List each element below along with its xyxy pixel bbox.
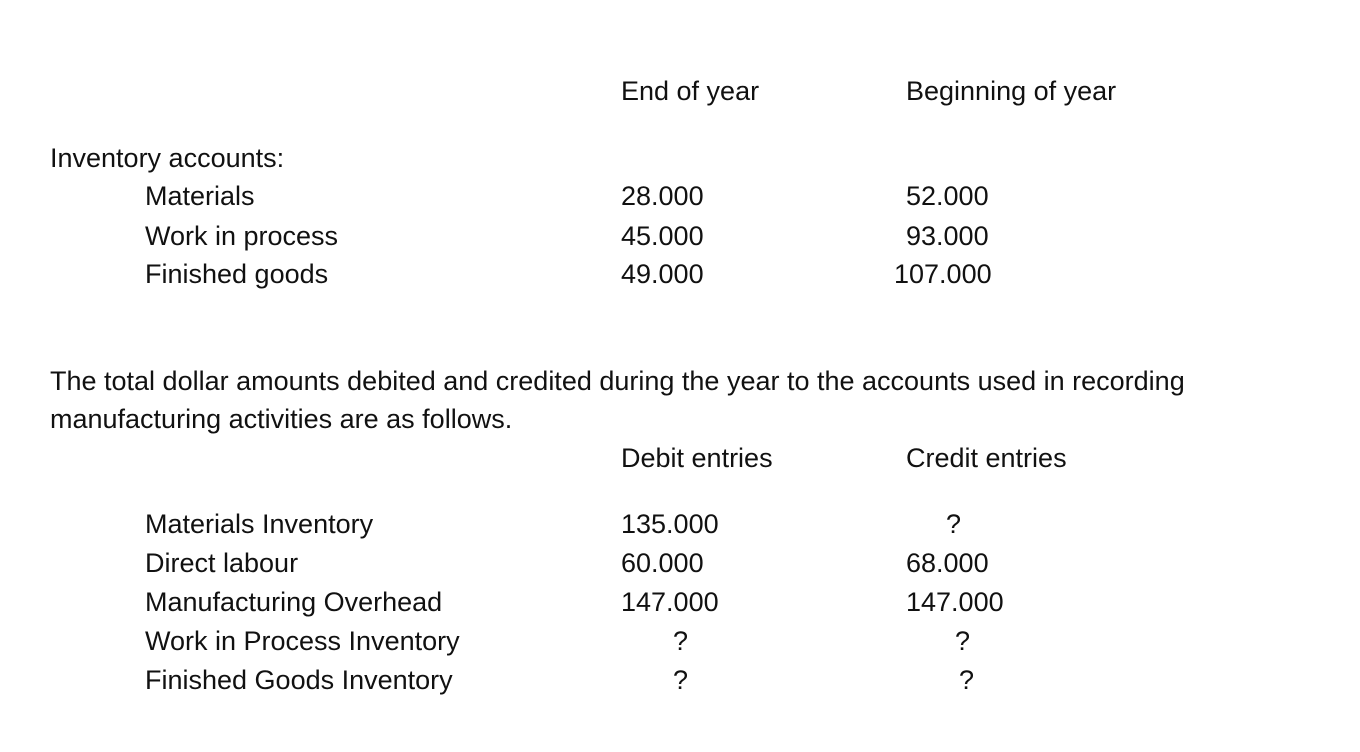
inventory-end-value: 28.000 <box>621 181 704 211</box>
header-end-of-year: End of year <box>621 76 760 106</box>
debit-value: 147.000 <box>621 587 719 617</box>
header-credit-entries: Credit entries <box>906 443 1067 473</box>
credit-value: 68.000 <box>906 548 989 578</box>
inventory-row-label: Work in process <box>145 221 339 251</box>
inventory-row-label: Finished goods <box>145 259 329 289</box>
inventory-end-value: 49.000 <box>621 259 704 289</box>
header-beginning-of-year: Beginning of year <box>906 76 1117 106</box>
entries-row-label: Work in Process Inventory <box>145 626 460 656</box>
debit-value: 60.000 <box>621 548 704 578</box>
entries-row-label: Direct labour <box>145 548 299 578</box>
entries-row-label: Manufacturing Overhead <box>145 587 443 617</box>
entries-row-label: Finished Goods Inventory <box>145 665 453 695</box>
credit-value: ? <box>959 665 975 695</box>
paragraph-line-1: The total dollar amounts debited and credited during the year to the accounts used in recording <box>50 366 1185 396</box>
entries-row-label: Materials Inventory <box>145 509 374 539</box>
debit-value: 135.000 <box>621 509 719 539</box>
credit-value: ? <box>955 626 971 656</box>
debit-value: ? <box>673 626 689 656</box>
inventory-begin-value: 93.000 <box>906 221 989 251</box>
inventory-row-label: Materials <box>145 181 255 211</box>
credit-value: 147.000 <box>906 587 1004 617</box>
paragraph-line-2: manufacturing activities are as follows. <box>50 404 513 434</box>
inventory-accounts-label: Inventory accounts: <box>50 143 285 173</box>
inventory-begin-value: 52.000 <box>906 181 989 211</box>
header-debit-entries: Debit entries <box>621 443 773 473</box>
inventory-begin-value: 107.000 <box>894 259 992 289</box>
inventory-end-value: 45.000 <box>621 221 704 251</box>
credit-value: ? <box>946 509 962 539</box>
debit-value: ? <box>673 665 689 695</box>
